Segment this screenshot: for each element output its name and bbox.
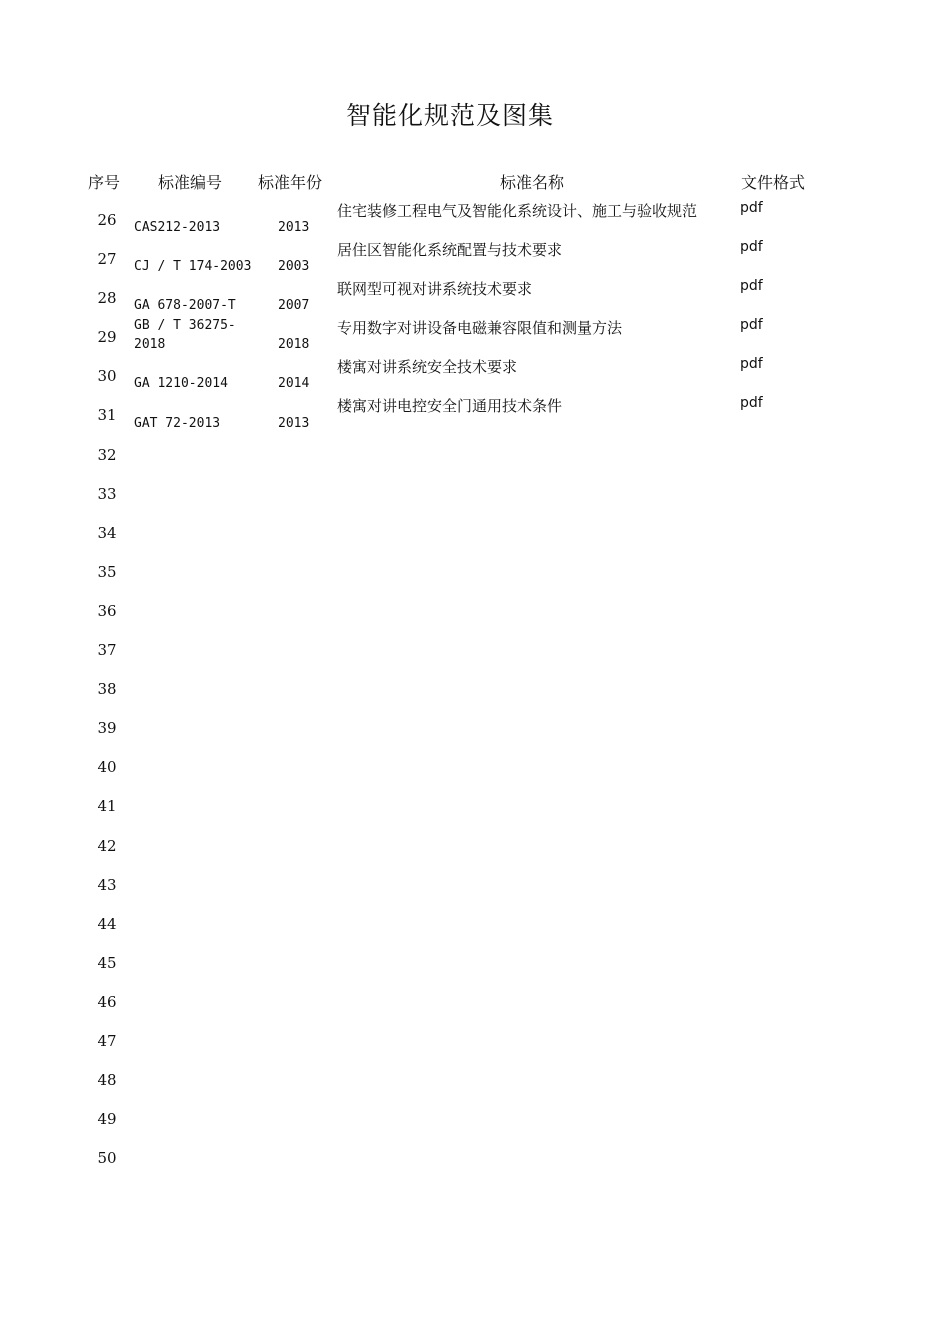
table-row: [0, 944, 950, 983]
header-code: 标准编号: [158, 173, 223, 192]
row-seq: 44: [97, 914, 117, 933]
table-row: [0, 670, 950, 709]
row-format: pdf: [740, 356, 763, 373]
row-seq: 47: [97, 1031, 117, 1050]
row-seq: 42: [97, 836, 117, 855]
row-seq: 37: [97, 641, 117, 660]
header-seq: 序号: [88, 173, 121, 192]
table-row: [0, 748, 950, 787]
table-row: [0, 866, 950, 905]
row-seq: 46: [97, 992, 117, 1011]
row-seq: 40: [97, 758, 117, 777]
table-row: [0, 1139, 950, 1178]
row-year: 2013: [278, 415, 310, 431]
row-code: GB / T 36275-2018: [134, 318, 236, 353]
row-year: 2018: [278, 337, 310, 353]
table-row: [0, 1022, 950, 1061]
row-format: pdf: [740, 317, 763, 334]
row-seq: 45: [97, 953, 117, 972]
page-title: 智能化规范及图集: [345, 101, 554, 130]
table-row: [0, 240, 950, 279]
table-row: [0, 1061, 950, 1100]
header-format: 文件格式: [741, 173, 806, 192]
table-row: [0, 983, 950, 1022]
row-seq: 28: [97, 289, 117, 308]
row-name: 专用数字对讲设备电磁兼容限值和测量方法: [337, 319, 623, 338]
table-row: [0, 1100, 950, 1139]
row-seq: 26: [97, 211, 117, 229]
table-row: [0, 827, 950, 866]
standards-table: [0, 201, 950, 1178]
row-year: 2013: [278, 220, 310, 236]
row-code: GAT 72-2013: [134, 415, 221, 431]
table-row: [0, 905, 950, 944]
row-code: GA 678-2007-T: [134, 298, 236, 314]
row-name: 住宅装修工程电气及智能化系统设计、施工与验收规范: [337, 202, 698, 220]
row-format: pdf: [740, 200, 763, 216]
row-format: pdf: [740, 239, 763, 256]
row-year: 2007: [278, 298, 310, 314]
header-year: 标准年份: [258, 173, 323, 192]
table-row: [0, 436, 950, 475]
row-year: 2014: [278, 376, 310, 392]
row-seq: 32: [97, 445, 117, 464]
row-seq: 36: [97, 601, 117, 620]
table-header: [0, 170, 950, 194]
row-seq: 48: [97, 1071, 117, 1090]
table-row: [0, 318, 950, 357]
row-code: CAS212-2013: [134, 220, 221, 236]
row-format: pdf: [740, 278, 763, 295]
row-seq: 41: [97, 797, 117, 816]
table-row: [0, 592, 950, 631]
table-row: [0, 475, 950, 514]
row-code: GA 1210-2014: [134, 376, 228, 392]
row-seq: 27: [97, 250, 117, 269]
row-seq: 31: [97, 406, 117, 425]
row-seq: 29: [97, 328, 117, 347]
row-format: pdf: [740, 395, 763, 412]
row-seq: 33: [97, 484, 117, 503]
row-year: 2003: [278, 259, 310, 275]
row-seq: 39: [97, 719, 117, 738]
table-row: [0, 279, 950, 318]
table-row: [0, 201, 950, 240]
table-row: [0, 631, 950, 670]
row-seq: 35: [97, 562, 117, 581]
row-name: 楼寓对讲系统安全技术要求: [337, 358, 518, 377]
table-row: [0, 396, 950, 435]
table-row: [0, 709, 950, 748]
row-seq: 38: [97, 680, 117, 699]
row-seq: 34: [97, 523, 117, 542]
row-seq: 50: [97, 1149, 117, 1168]
row-name: 居住区智能化系统配置与技术要求: [337, 241, 563, 260]
row-name: 联网型可视对讲系统技术要求: [337, 280, 533, 299]
row-seq: 43: [97, 875, 117, 894]
table-row: [0, 357, 950, 396]
table-row: [0, 514, 950, 553]
row-seq: 49: [97, 1110, 117, 1129]
row-code: CJ / T 174-2003: [134, 259, 252, 275]
row-seq: 30: [97, 367, 117, 386]
header-name: 标准名称: [500, 173, 565, 192]
row-name: 楼寓对讲电控安全门通用技术条件: [337, 397, 563, 416]
table-row: [0, 787, 950, 826]
table-row: [0, 553, 950, 592]
